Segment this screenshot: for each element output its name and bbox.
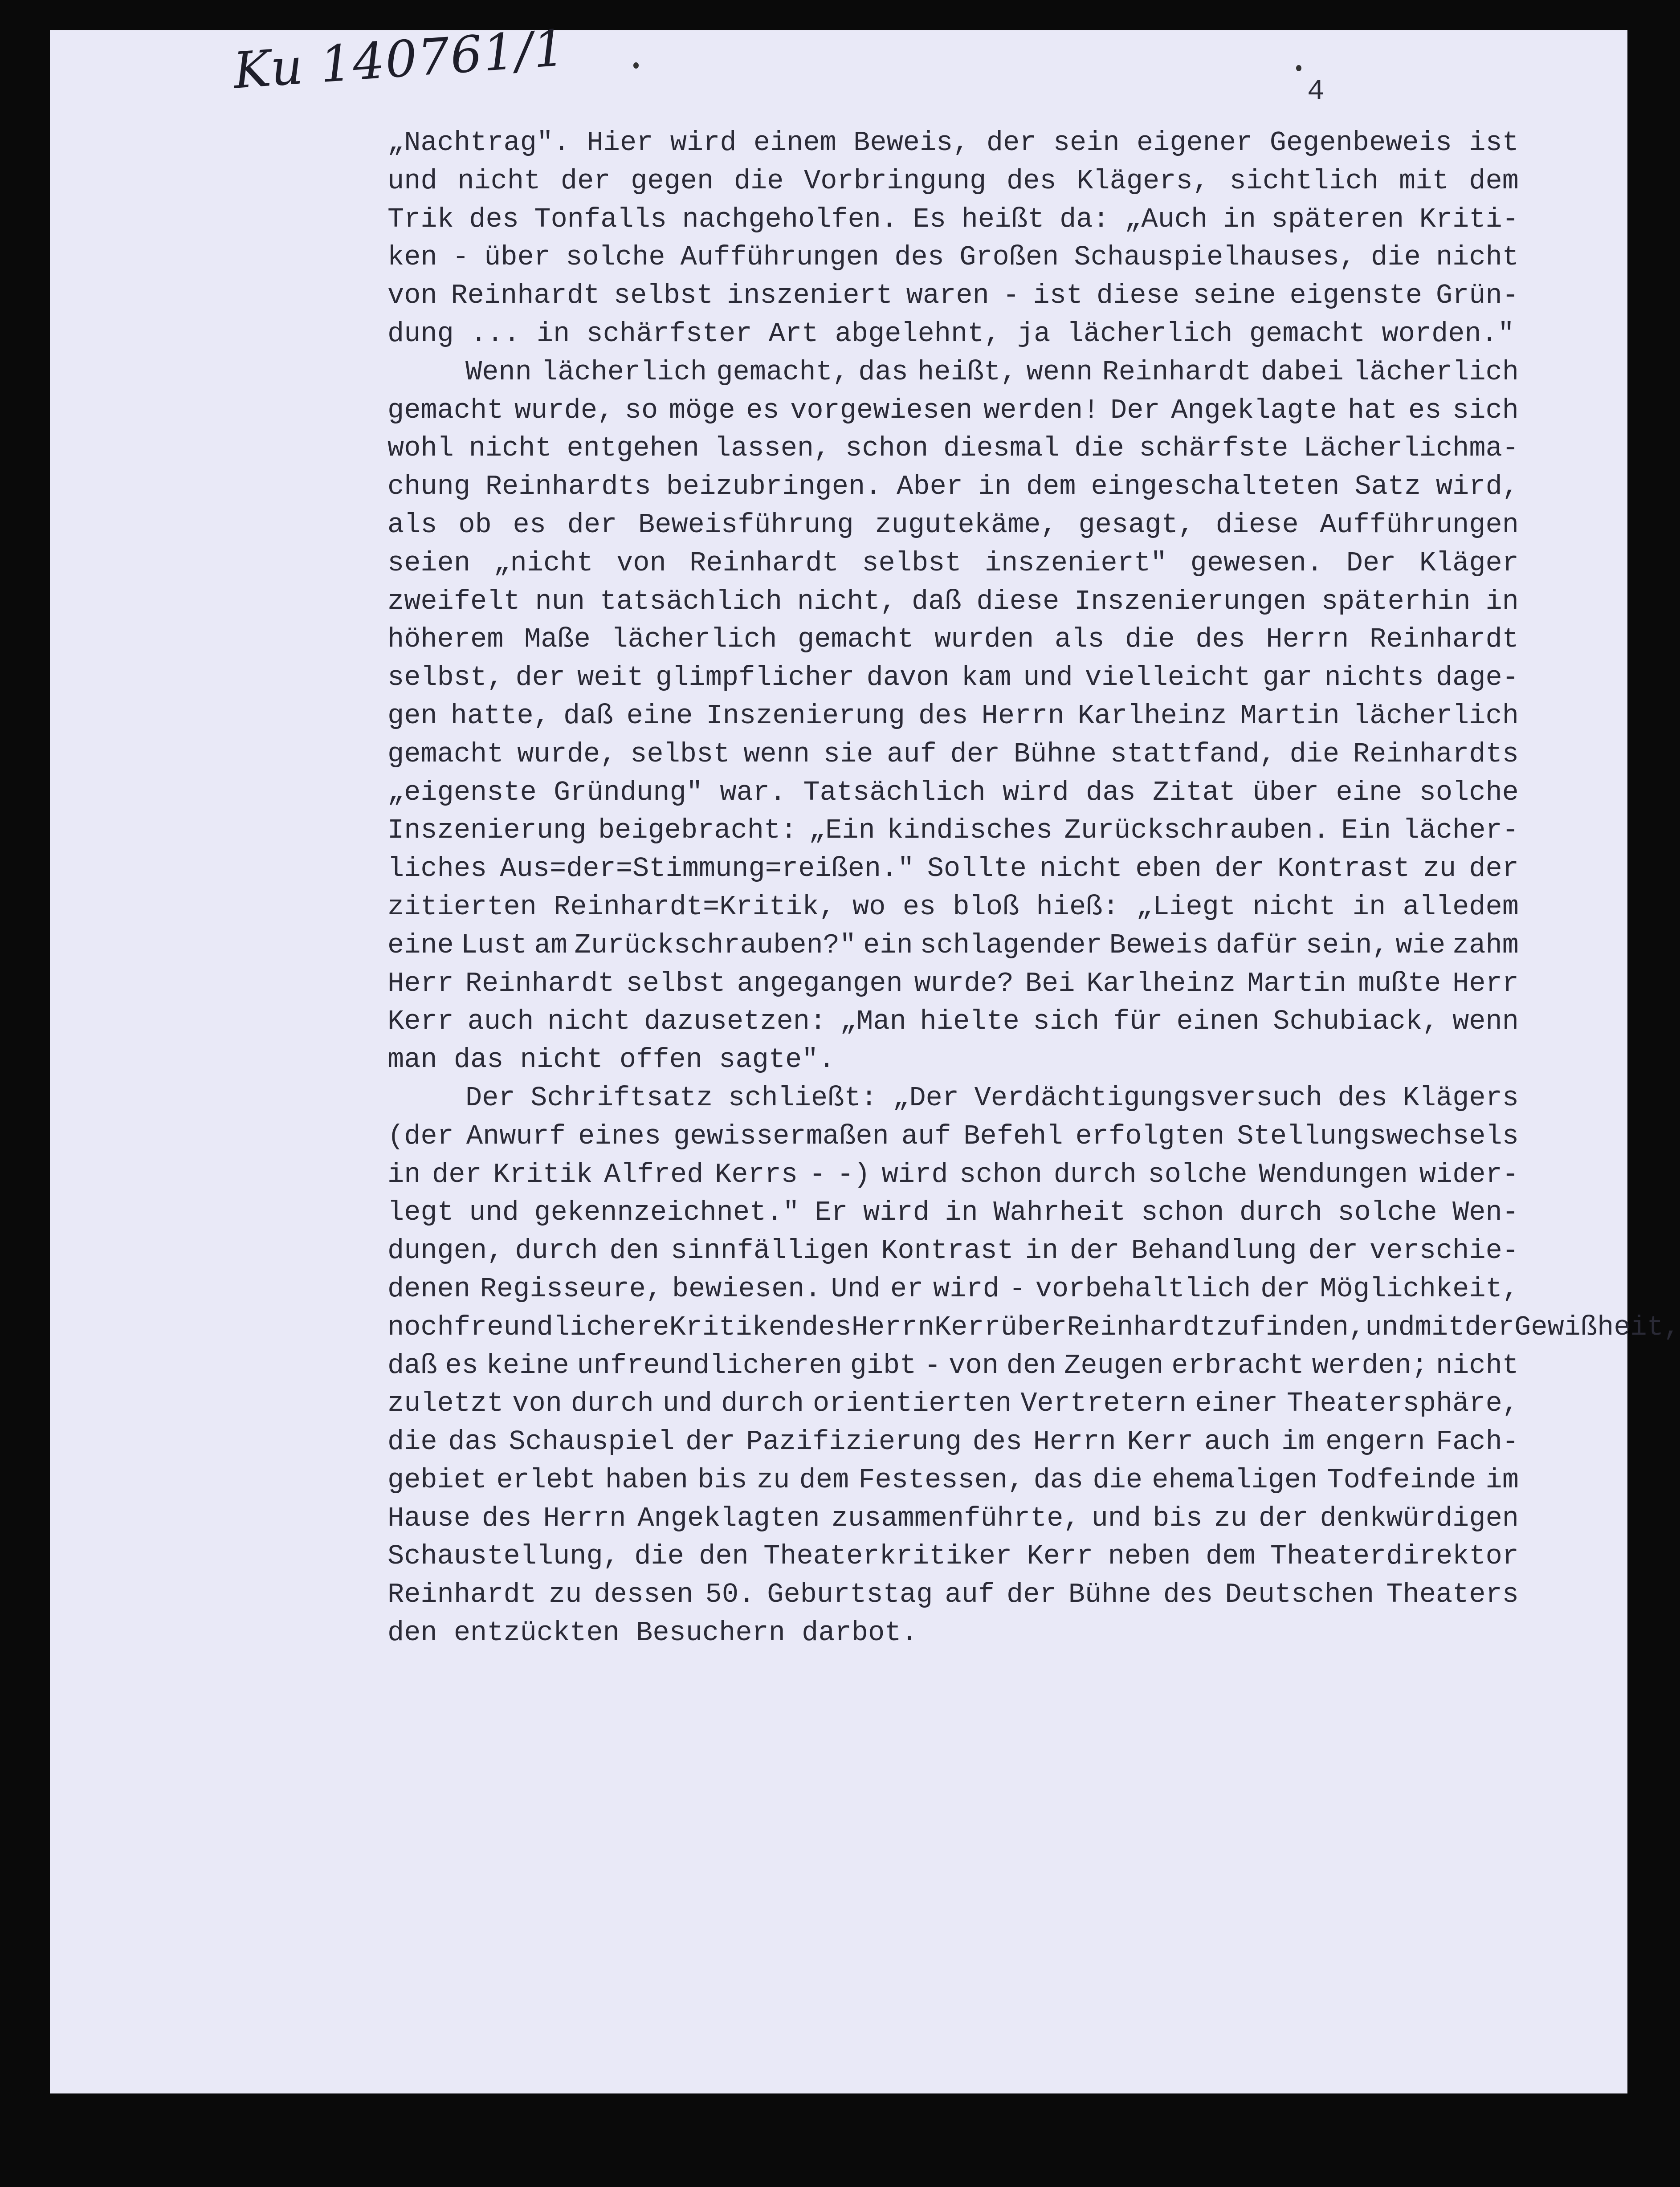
text-line: die das Schauspiel der Pazifizierung des Herrn Kerr auch im engern Fach-	[387, 1426, 1519, 1458]
text-line: und nicht der gegen die Vorbringung des Klägers, sichtlich mit dem	[387, 165, 1519, 197]
text-line: Schaustellung, die den Theaterkritiker Kerr neben dem Theaterdirektor	[387, 1540, 1519, 1572]
text-line: Der Schriftsatz schließt: „Der Verdächtigungsversuch des Klägers	[465, 1082, 1519, 1114]
text-line: zweifelt nun tatsächlich nicht, daß diese Inszenierungen späterhin in	[387, 585, 1519, 617]
text-line: man das nicht offen sagte".	[387, 1044, 835, 1076]
text-line: zuletzt von durch und durch orientierten Vertretern einer Theatersphäre,	[387, 1388, 1519, 1420]
text-line: von Reinhardt selbst inszeniert waren - ist diese seine eigenste Grün-	[387, 280, 1519, 312]
text-line: dung ... in schärfster Art abgelehnt, ja lächerlich gemacht worden."	[387, 318, 1515, 350]
archive-signature: Ku 140761/1	[232, 19, 568, 100]
text-line: gemacht wurde, selbst wenn sie auf der Bühne stattfand, die Reinhardts	[387, 738, 1519, 770]
text-line: selbst, der weit glimpflicher davon kam und vielleicht gar nichts dage-	[387, 662, 1519, 694]
text-line: höherem Maße lächerlich gemacht wurden als die des Herrn Reinhardt	[387, 623, 1519, 656]
punch-mark	[633, 62, 639, 69]
text-line: liches Aus=der=Stimmung=reißen." Sollte nicht eben der Kontrast zu der	[387, 853, 1519, 885]
text-line: eine Lust am Zurückschrauben?" ein schlagender Beweis dafür sein, wie zahm	[387, 929, 1519, 961]
text-line: Kerr auch nicht dazusetzen: „Man hielte sich für einen Schubiack, wenn	[387, 1006, 1519, 1038]
text-line: legt und gekennzeichnet." Er wird in Wahrheit schon durch solche Wen-	[387, 1197, 1519, 1229]
text-line: als ob es der Beweisführung zugutekäme, gesagt, diese Aufführungen	[387, 509, 1519, 541]
text-line: seien „nicht von Reinhardt selbst inszeniert" gewesen. Der Kläger	[387, 547, 1519, 579]
text-line: Hause des Herrn Angeklagten zusammenführte, und bis zu der denkwürdigen	[387, 1502, 1519, 1534]
text-line: (der Anwurf eines gewissermaßen auf Befehl erfolgten Stellungswechsels	[387, 1120, 1519, 1152]
text-line: gen hatte, daß eine Inszenierung des Herrn Karlheinz Martin lächerlich	[387, 700, 1519, 732]
text-line: „Nachtrag". Hier wird einem Beweis, der sein eigener Gegenbeweis ist	[387, 127, 1519, 159]
text-line: „eigenste Gründung" war. Tatsächlich wird das Zitat über eine solche	[387, 776, 1519, 808]
text-line: Herr Reinhardt selbst angegangen wurde? Bei Karlheinz Martin mußte Herr	[387, 967, 1519, 999]
text-line: dungen, durch den sinnfälligen Kontrast in der Behandlung der verschie-	[387, 1235, 1519, 1267]
page-number: 4	[1307, 76, 1325, 108]
text-line: gemacht wurde, so möge es vorgewiesen werden! Der Angeklagte hat es sich	[387, 394, 1519, 426]
text-line: wohl nicht entgehen lassen, schon diesmal die schärfste Lächerlichma-	[387, 432, 1519, 464]
punch-mark	[1296, 65, 1301, 71]
typed-text-body	[387, 124, 1680, 1652]
text-line: Inszenierung beigebracht: „Ein kindisches Zurückschrauben. Ein lächer-	[387, 815, 1519, 847]
text-line: denen Regisseure, bewiesen. Und er wird - vorbehaltlich der Möglichkeit,	[387, 1273, 1519, 1305]
text-line: Trik des Tonfalls nachgeholfen. Es heißt da: „Auch in späteren Kriti-	[387, 203, 1519, 235]
text-line: gebiet erlebt haben bis zu dem Festessen, das die ehemaligen Todfeinde im	[387, 1464, 1519, 1496]
text-line: Wenn lächerlich gemacht, das heißt, wenn Reinhardt dabei lächerlich	[465, 356, 1519, 388]
paragraph	[387, 1079, 1680, 1652]
text-line: den entzückten Besuchern darbot.	[387, 1617, 918, 1649]
text-line: chung Reinhardts beizubringen. Aber in dem eingeschalteten Satz wird,	[387, 471, 1519, 503]
paragraph	[387, 124, 1519, 353]
text-line: in der Kritik Alfred Kerrs - -) wird schon durch solche Wendungen wider-	[387, 1158, 1519, 1190]
text-line: ken - über solche Aufführungen des Großen Schauspielhauses, die nicht	[387, 241, 1519, 273]
text-line: Reinhardt zu dessen 50. Geburtstag auf der Bühne des Deutschen Theaters	[387, 1579, 1519, 1611]
paragraph	[387, 353, 1519, 1079]
text-line: zitierten Reinhardt=Kritik, wo es bloß hieß: „Liegt nicht in alledem	[387, 891, 1519, 923]
text-line: daß es keine unfreundlicheren gibt - von den Zeugen erbracht werden; nicht	[387, 1349, 1519, 1381]
text-line: noch freundlichere Kritiken des Herrn Kerr über Reinhardt zu finden, und mit der Gewißheit,	[387, 1311, 1680, 1343]
